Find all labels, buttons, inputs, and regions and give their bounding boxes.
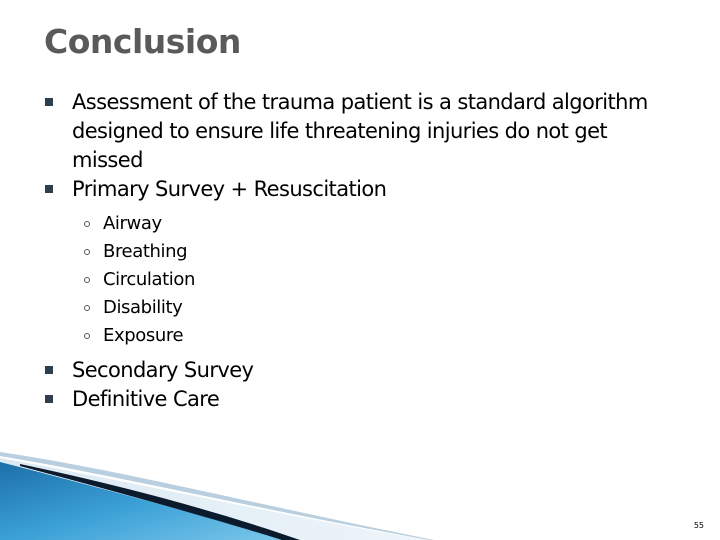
sub-bullet-text: Circulation [103, 269, 195, 290]
bullet-text: Primary Survey + Resuscitation [72, 177, 387, 201]
circle-bullet-icon [84, 277, 90, 283]
bullet-text: Assessment of the trauma patient is a standard algorithm designed to ensure life threatening injuries do not get missed [72, 90, 648, 172]
sub-bullet-item [44, 266, 674, 294]
bullet-list [44, 88, 674, 414]
square-bullet-icon [45, 366, 53, 374]
sub-bullet-item [44, 322, 674, 350]
sub-bullet-item [44, 210, 674, 238]
slide-title: Conclusion [44, 22, 241, 61]
square-bullet-icon [45, 98, 53, 106]
sub-bullet-text: Airway [103, 213, 162, 234]
circle-bullet-icon [84, 305, 90, 311]
bullet-item [44, 356, 674, 385]
bullet-text: Definitive Care [72, 387, 220, 411]
sub-bullet-item [44, 294, 674, 322]
sub-bullet-list [44, 210, 674, 350]
square-bullet-icon [45, 395, 53, 403]
sub-bullet-text: Exposure [103, 325, 184, 346]
sub-bullet-item [44, 238, 674, 266]
sub-bullet-text: Breathing [103, 241, 188, 262]
decorative-swoosh [0, 440, 720, 540]
circle-bullet-icon [84, 221, 90, 227]
circle-bullet-icon [84, 333, 90, 339]
circle-bullet-icon [84, 249, 90, 255]
sub-bullet-text: Disability [103, 297, 183, 318]
slide-number: 55 [693, 521, 704, 530]
bullet-item [44, 175, 674, 204]
bullet-item [44, 385, 674, 414]
bullet-text: Secondary Survey [72, 358, 254, 382]
bullet-item [44, 88, 674, 175]
square-bullet-icon [45, 185, 53, 193]
